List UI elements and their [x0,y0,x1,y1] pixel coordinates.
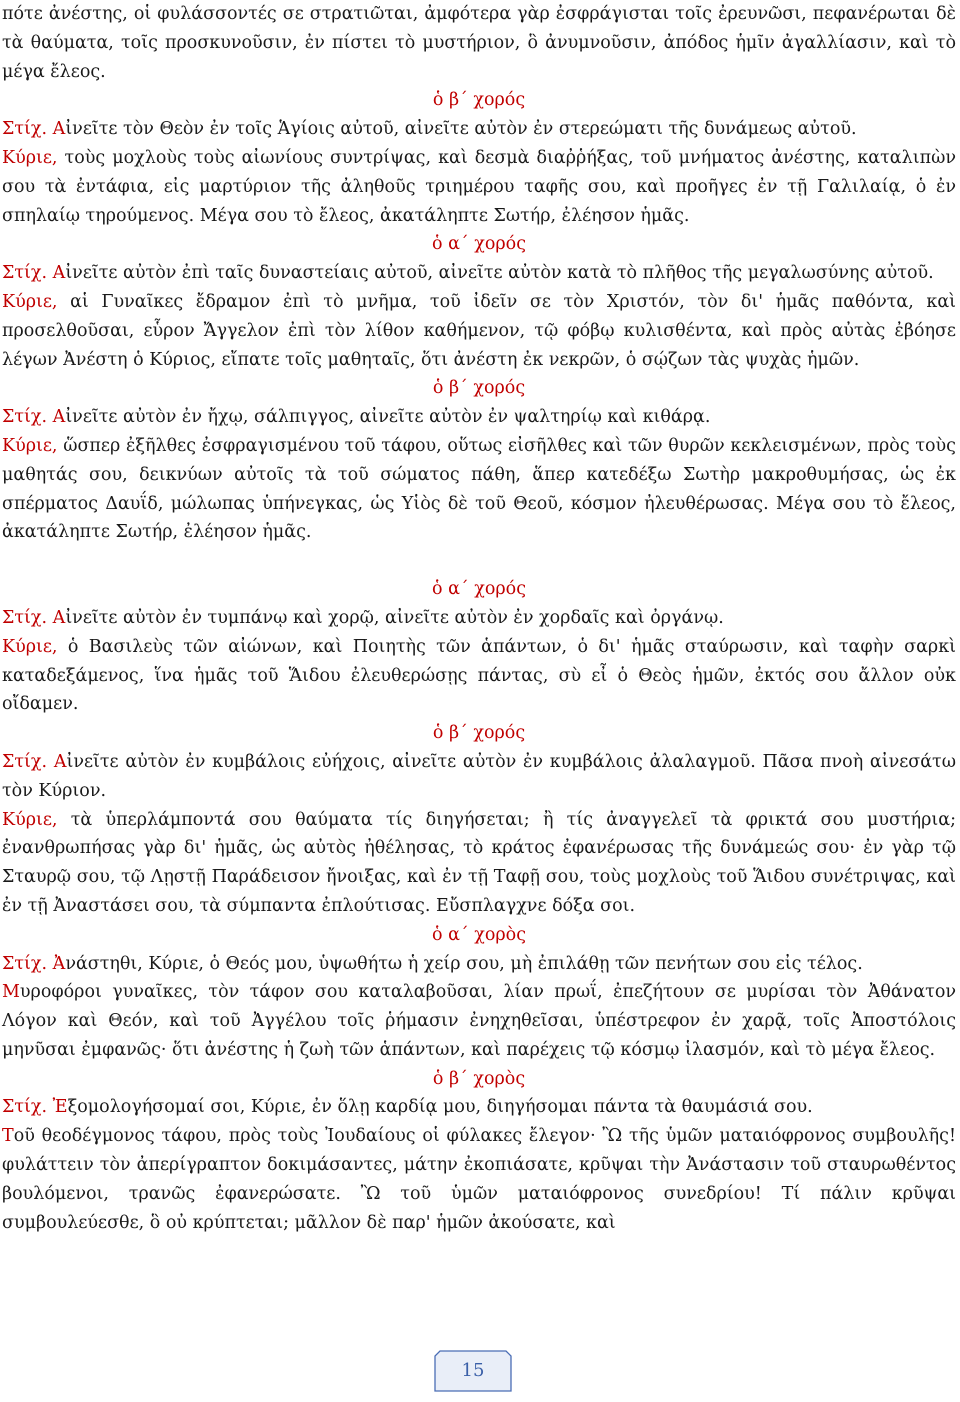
hymn-initial: Κύριε, [2,147,58,168]
stichos-label: Στίχ. [2,407,48,428]
stichos-label: Στίχ. [2,119,48,140]
hymn-text: υροφόροι γυναῖκες, τὸν τάφον σου καταλαβοῦσαι, λίαν πρωΐ, ἐπεζήτουν σε μυρίσαι τὸν Ἀθάνατον Λόγον καὶ Θεόν, καὶ τοῦ Ἀγγέλου τοῖς ῥήμασιν ἐνηχηθεῖσαι, ὑπέστρεφον ἐν χαρᾷ, τοῖς Ἀποστόλοις μηνῦσαι ἐμφανῶς· ὅτι ἀνέστης ἡ ζωὴ τῶν ἁπάντων, καὶ παρέχεις τῷ κόσμῳ ἱλασμόν, καὶ τὸ μέγα ἔλεος. [2,982,956,1060]
stichos-verse [2,748,956,806]
choir-heading: ὁ α΄ χορός [432,579,526,600]
stichos-initial: Ἀ [52,953,66,974]
choir-heading: ὁ β΄ χορός [432,90,526,111]
hymn-initial: Κύριε, [2,636,58,657]
hymn-text: τοὺς μοχλοὺς τοὺς αἰωνίους συντρίψας, καὶ δεσμὰ διαῤῥήξας, τοῦ μνήματος ἀνέστης, καταλιπὼν σου τὰ ἐντάφια, εἰς μαρτύριον τῆς ἀληθοῦς τριημέρου ταφῆς σου, καὶ προῆγες ἐν τῇ Γαλιλαίᾳ, ὁ ἐν σπηλαίῳ τηρούμενος. Μέγα σου τὸ ἔλεος, ἀκατάληπτε Σωτήρ, ἐλέησον ἡμᾶς. [2,147,956,226]
choir-heading: ὁ α΄ χορὸς [432,924,526,945]
hymn-paragraph [2,806,956,921]
stichos-text: ἰνεῖτε αὐτὸν ἐν τυμπάνῳ καὶ χορῷ, αἰνεῖτε αὐτὸν ἐν χορδαῖς καὶ ὀργάνῳ. [65,607,724,628]
stichos-verse [2,403,956,432]
stichos-initial: Α [52,119,66,140]
stichos-text: νάστηθι, Κύριε, ὁ Θεός μου, ὑψωθήτω ἡ χείρ σου, μὴ ἐπιλάθῃ τῶν πενήτων σου εἰς τέλος. [65,953,863,974]
choir-heading: ὁ α΄ χορός [432,234,526,255]
hymn-text: τὰ ὑπερλάμποντά σου θαύματα τίς διηγήσεται; ἢ τίς ἀναγγελεῖ τὰ φρικτά σου μυστήρια; ἐνανθρωπήσας γὰρ δι' ἡμᾶς, ὡς αὐτὸς ἠθέλησας, τὸ κράτος ἐφανέρωσας τῆς δυνάμεώς σου· ἐν γὰρ τῷ Σταυρῷ σου, τῷ Λῃστῇ Παράδεισον ἤνοιξας, καὶ ἐν τῇ Ταφῇ σου, τοὺς μοχλοὺς τοῦ Ἅιδου συνέτριψας, καὶ ἐν τῇ Ἀναστάσει σου, τὰ σύμπαντα ἐπλούτισας. Εὔσπλαγχνε δόξα σοι. [2,809,956,916]
stichos-verse [2,1093,956,1122]
hymn-text: οῦ θεοδέγμονος τάφου, πρὸς τοὺς Ἰουδαίους οἱ φύλακες ἔλεγον· Ὢ τῆς ὑμῶν ματαιόφρονος συμβουλῆς! φυλάττειν τὸν ἀπερίγραπτον δοκιμάσαντες, μάτην ἐκοπιάσατε, κρῦψαι τὴν Ἀνάστασιν τοῦ σταυρωθέντος βουλόμενοι, τρανῶς ἐφανερώσατε. Ὢ τοῦ ὑμῶν ματαιόφρονος συνεδρίου! Τί πάλιν κρῦψαι συμβουλεύεσθε, ὃ οὐ κρύπτεται; μᾶλλον δὲ παρ' ἡμῶν ἀκούσατε, καὶ [2,1126,956,1233]
hymn-initial: Τ [2,1126,14,1147]
stichos-initial: Α [53,751,67,772]
hymn-text: ὁ Βασιλεὺς τῶν αἰώνων, καὶ Ποιητὴς τῶν ἁπάντων, ὁ δι' ἡμᾶς σταύρωσιν, καὶ ταφὴν σαρκὶ καταδεξάμενος, ἵνα ἡμᾶς τοῦ Ἅιδου ἐλευθερώσῃς πάντας, σὺ εἶ ὁ Θεὸς ἡμῶν, ἐκτός σου ἄλλον οὐκ οἴδαμεν. [2,636,956,715]
stichos-initial: Α [52,407,66,428]
page-number-badge [434,1350,512,1392]
hymn-paragraph [2,978,956,1064]
stichos-initial: Α [52,607,66,628]
stichos-text: ἰνεῖτε αὐτὸν ἐν κυμβάλοις εὐήχοις, αἰνεῖτε αὐτὸν ἐν κυμβάλοις ἀλαλαγμοῦ. Πᾶσα πνοὴ αἰνεσάτω τὸν Κύριον. [2,751,956,801]
hymn-paragraph [2,1122,956,1237]
hymn-text: αἱ Γυναῖκες ἔδραμον ἐπὶ τὸ μνῆμα, τοῦ ἰδεῖν σε τὸν Χριστόν, τὸν δι' ἡμᾶς παθόντα, καὶ προσελθοῦσαι, εὗρον Ἄγγελον ἐπὶ τὸν λίθον καθήμενον, τῷ φόβῳ κυλισθέντα, καὶ πρὸς αὐτὰς ἐβόησε λέγων Ἀνέστη ὁ Κύριος, εἴπατε τοῖς μαθηταῖς, ὅτι ἀνέστη ἐκ νεκρῶν, ὁ σῴζων τὰς ψυχὰς ἡμῶν. [2,291,956,370]
choir-heading: ὁ β΄ χορός [432,378,526,399]
stichos-text: ἰνεῖτε τὸν Θεὸν ἐν τοῖς Ἁγίοις αὐτοῦ, αἰνεῖτε αὐτὸν ἐν στερεώματι τῆς δυνάμεως αὐτοῦ. [65,119,857,140]
stichos-label: Στίχ. [2,1097,48,1118]
stichos-text: ἰνεῖτε αὐτὸν ἐν ἤχῳ, σάλπιγγος, αἰνεῖτε αὐτὸν ἐν ψαλτηρίῳ καὶ κιθάρᾳ. [65,407,711,428]
stichos-label: Στίχ. [2,953,48,974]
intro-paragraph [2,0,956,86]
hymn-paragraph [2,288,956,374]
hymn-text: ὥσπερ ἐξῆλθες ἐσφραγισμένου τοῦ τάφου, οὕτως εἰσῆλθες καὶ τῶν θυρῶν κεκλεισμένων, πρὸς τοὺς μαθητάς σου, δεικνύων αὐτοῖς τὰ τοῦ σώματος πάθη, ἅπερ κατεδέξω Σωτὴρ μακροθυμήσας, ὡς ἐκ σπέρματος Δαυΐδ, μώλωπας ὑπήνεγκας, ὡς Υἱὸς δὲ τοῦ Θεοῦ, κόσμον ἠλευθέρωσας. Μέγα σου τὸ ἔλεος, ἀκατάληπτε Σωτήρ, ἐλέησον ἡμᾶς. [2,435,956,543]
stichos-label: Στίχ. [2,607,48,628]
choir-heading: ὁ β΄ χορὸς [432,1068,526,1089]
stichos-verse [2,604,956,633]
stichos-verse [2,115,956,144]
hymn-paragraph [2,144,956,230]
stichos-initial: Ἐ [52,1097,68,1118]
hymn-paragraph [2,633,956,719]
hymn-initial: Κύριε, [2,809,58,830]
hymn-initial: Κύριε, [2,435,58,456]
stichos-label: Στίχ. [2,751,48,772]
choir-heading: ὁ β΄ χορός [432,723,526,744]
stichos-verse [2,950,956,979]
hymn-initial: Μ [2,982,20,1003]
hymn-paragraph [2,432,956,547]
stichos-text: ἰνεῖτε αὐτὸν ἐπὶ ταῖς δυναστείαις αὐτοῦ, αἰνεῖτε αὐτὸν κατὰ τὸ πλῆθος τῆς μεγαλωσύνης αὐτοῦ. [65,263,934,284]
blank-line [2,547,956,575]
stichos-label: Στίχ. [2,263,48,284]
stichos-initial: Α [52,263,66,284]
page-number: 15 [461,1360,485,1381]
intro-text: πότε ἀνέστης, οἱ φυλάσσοντές σε στρατιῶται, ἀμφότερα γὰρ ἐσφράγισται τοῖς ἐρευνῶσι, πεφανέρωται δὲ τὰ θαύματα, τοῖς προσκυνοῦσιν, ἐν πίστει τὸ μυστήριον, ὃ ἀνυμνοῦσιν, ἀπόδος ἡμῖν ἀγαλλίασιν, καὶ τὸ μέγα ἔλεος. [2,4,956,82]
stichos-verse [2,259,956,288]
hymn-initial: Κύριε, [2,291,58,312]
stichos-text: ξομολογήσομαί σοι, Κύριε, ἐν ὅλῃ καρδίᾳ μου, διηγήσομαι πάντα τὰ θαυμάσιά σου. [67,1097,813,1118]
